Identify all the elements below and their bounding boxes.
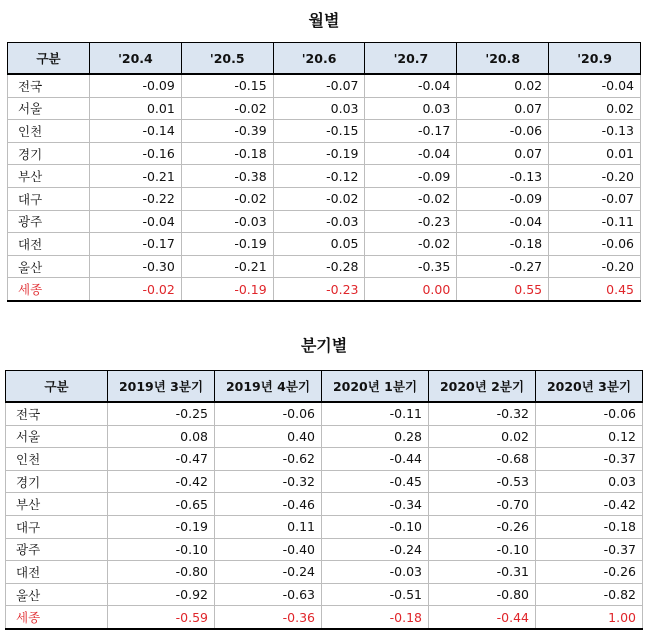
table-row — [8, 187, 641, 210]
value-cell: 0.45 — [549, 278, 641, 301]
table-row — [8, 278, 641, 301]
region-cell: 서울 — [8, 97, 90, 120]
value-cell: -0.70 — [429, 493, 536, 516]
value-cell: -0.06 — [549, 233, 641, 256]
value-cell: -0.13 — [549, 120, 641, 143]
value-cell: -0.19 — [273, 142, 365, 165]
value-cell: -0.07 — [549, 187, 641, 210]
value-cell: 0.07 — [457, 97, 549, 120]
value-cell: -0.18 — [536, 515, 643, 538]
table-row — [6, 470, 643, 493]
value-cell: -0.25 — [108, 402, 215, 425]
column-header: 2020년 2분기 — [429, 371, 536, 403]
value-cell: -0.03 — [322, 561, 429, 584]
table-row — [8, 210, 641, 233]
value-cell: -0.65 — [108, 493, 215, 516]
value-cell: -0.21 — [90, 165, 182, 188]
table-row — [8, 255, 641, 278]
value-cell: -0.46 — [215, 493, 322, 516]
value-cell: 0.02 — [429, 425, 536, 448]
value-cell: 0.40 — [215, 425, 322, 448]
quarterly-title: 분기별 — [300, 336, 348, 355]
value-cell: 0.03 — [536, 470, 643, 493]
value-cell: -0.18 — [181, 142, 273, 165]
table-row — [6, 402, 643, 425]
column-header: '20.9 — [549, 43, 641, 75]
value-cell: -0.02 — [273, 187, 365, 210]
region-cell: 세종 — [8, 278, 90, 301]
value-cell: -0.63 — [215, 583, 322, 606]
region-cell: 인천 — [8, 120, 90, 143]
value-cell: 0.05 — [273, 233, 365, 256]
value-cell: -0.24 — [322, 538, 429, 561]
value-cell: -0.30 — [90, 255, 182, 278]
value-cell: 0.00 — [365, 278, 457, 301]
column-header: 2020년 3분기 — [536, 371, 643, 403]
value-cell: -0.02 — [181, 97, 273, 120]
value-cell: -0.20 — [549, 255, 641, 278]
region-cell: 대전 — [8, 233, 90, 256]
value-cell: -0.20 — [549, 165, 641, 188]
value-cell: 0.11 — [215, 515, 322, 538]
value-cell: -0.09 — [365, 165, 457, 188]
value-cell: -0.02 — [90, 278, 182, 301]
column-header: 구분 — [6, 371, 108, 403]
value-cell: -0.10 — [322, 515, 429, 538]
value-cell: 0.02 — [549, 97, 641, 120]
value-cell: -0.19 — [181, 233, 273, 256]
value-cell: -0.34 — [322, 493, 429, 516]
value-cell: 0.02 — [457, 74, 549, 97]
region-cell: 서울 — [6, 425, 108, 448]
table-row — [8, 74, 641, 97]
value-cell: -0.18 — [457, 233, 549, 256]
value-cell: -0.36 — [215, 606, 322, 629]
monthly-title: 월별 — [308, 11, 340, 30]
value-cell: -0.17 — [90, 233, 182, 256]
value-cell: -0.47 — [108, 448, 215, 471]
value-cell: -0.38 — [181, 165, 273, 188]
value-cell: -0.26 — [536, 561, 643, 584]
value-cell: 0.08 — [108, 425, 215, 448]
value-cell: -0.21 — [181, 255, 273, 278]
value-cell: -0.06 — [215, 402, 322, 425]
value-cell: -0.68 — [429, 448, 536, 471]
value-cell: -0.11 — [322, 402, 429, 425]
value-cell: -0.45 — [322, 470, 429, 493]
column-header: 2019년 3분기 — [108, 371, 215, 403]
value-cell: -0.62 — [215, 448, 322, 471]
value-cell: -0.04 — [365, 142, 457, 165]
value-cell: 0.12 — [536, 425, 643, 448]
value-cell: -0.32 — [429, 402, 536, 425]
value-cell: -0.15 — [181, 74, 273, 97]
table-header-row — [8, 43, 641, 75]
region-cell: 세종 — [6, 606, 108, 629]
value-cell: -0.10 — [108, 538, 215, 561]
value-cell: -0.09 — [457, 187, 549, 210]
monthly-table — [7, 42, 641, 302]
value-cell: -0.04 — [549, 74, 641, 97]
table-row — [6, 425, 643, 448]
value-cell: -0.19 — [181, 278, 273, 301]
region-cell: 경기 — [6, 470, 108, 493]
value-cell: -0.06 — [536, 402, 643, 425]
value-cell: -0.23 — [365, 210, 457, 233]
value-cell: -0.59 — [108, 606, 215, 629]
value-cell: -0.16 — [90, 142, 182, 165]
region-cell: 대구 — [8, 187, 90, 210]
table-row — [6, 583, 643, 606]
value-cell: -0.51 — [322, 583, 429, 606]
table-row — [6, 561, 643, 584]
value-cell: -0.03 — [181, 210, 273, 233]
table-row — [8, 165, 641, 188]
table-row — [8, 120, 641, 143]
value-cell: -0.15 — [273, 120, 365, 143]
value-cell: -0.19 — [108, 515, 215, 538]
value-cell: -0.80 — [108, 561, 215, 584]
column-header: '20.8 — [457, 43, 549, 75]
value-cell: 0.07 — [457, 142, 549, 165]
region-cell: 부산 — [6, 493, 108, 516]
value-cell: 0.03 — [273, 97, 365, 120]
value-cell: 0.03 — [365, 97, 457, 120]
region-cell: 인천 — [6, 448, 108, 471]
region-cell: 울산 — [8, 255, 90, 278]
column-header: '20.6 — [273, 43, 365, 75]
region-cell: 경기 — [8, 142, 90, 165]
value-cell: -0.80 — [429, 583, 536, 606]
value-cell: -0.22 — [90, 187, 182, 210]
table-row — [6, 448, 643, 471]
table-row — [6, 515, 643, 538]
value-cell: -0.13 — [457, 165, 549, 188]
value-cell: -0.27 — [457, 255, 549, 278]
value-cell: -0.92 — [108, 583, 215, 606]
table-row — [8, 142, 641, 165]
value-cell: 0.55 — [457, 278, 549, 301]
value-cell: -0.24 — [215, 561, 322, 584]
value-cell: -0.31 — [429, 561, 536, 584]
value-cell: -0.82 — [536, 583, 643, 606]
region-cell: 대구 — [6, 515, 108, 538]
column-header: 2020년 1분기 — [322, 371, 429, 403]
value-cell: -0.42 — [536, 493, 643, 516]
value-cell: -0.44 — [322, 448, 429, 471]
value-cell: -0.53 — [429, 470, 536, 493]
value-cell: -0.09 — [90, 74, 182, 97]
value-cell: -0.02 — [365, 187, 457, 210]
region-cell: 전국 — [6, 402, 108, 425]
value-cell: 0.01 — [90, 97, 182, 120]
value-cell: -0.04 — [365, 74, 457, 97]
value-cell: -0.39 — [181, 120, 273, 143]
value-cell: -0.37 — [536, 448, 643, 471]
value-cell: 0.01 — [549, 142, 641, 165]
region-cell: 전국 — [8, 74, 90, 97]
column-header: '20.7 — [365, 43, 457, 75]
value-cell: -0.02 — [365, 233, 457, 256]
value-cell: -0.37 — [536, 538, 643, 561]
value-cell: -0.04 — [457, 210, 549, 233]
region-cell: 대전 — [6, 561, 108, 584]
table-row — [8, 233, 641, 256]
region-cell: 부산 — [8, 165, 90, 188]
table-row — [8, 97, 641, 120]
table-row — [6, 606, 643, 629]
region-cell: 광주 — [8, 210, 90, 233]
value-cell: -0.06 — [457, 120, 549, 143]
value-cell: -0.42 — [108, 470, 215, 493]
value-cell: -0.44 — [429, 606, 536, 629]
value-cell: -0.14 — [90, 120, 182, 143]
value-cell: -0.03 — [273, 210, 365, 233]
column-header: 2019년 4분기 — [215, 371, 322, 403]
value-cell: -0.04 — [90, 210, 182, 233]
value-cell: -0.07 — [273, 74, 365, 97]
value-cell: -0.12 — [273, 165, 365, 188]
value-cell: -0.11 — [549, 210, 641, 233]
value-cell: -0.26 — [429, 515, 536, 538]
quarterly-table — [5, 370, 643, 630]
value-cell: -0.18 — [322, 606, 429, 629]
value-cell: -0.40 — [215, 538, 322, 561]
value-cell: -0.10 — [429, 538, 536, 561]
column-header: '20.4 — [90, 43, 182, 75]
value-cell: -0.02 — [181, 187, 273, 210]
table-header-row — [6, 371, 643, 403]
value-cell: 0.28 — [322, 425, 429, 448]
region-cell: 울산 — [6, 583, 108, 606]
value-cell: -0.17 — [365, 120, 457, 143]
column-header: '20.5 — [181, 43, 273, 75]
table-row — [6, 493, 643, 516]
column-header: 구분 — [8, 43, 90, 75]
region-cell: 광주 — [6, 538, 108, 561]
value-cell: -0.35 — [365, 255, 457, 278]
value-cell: -0.23 — [273, 278, 365, 301]
value-cell: -0.28 — [273, 255, 365, 278]
value-cell: -0.32 — [215, 470, 322, 493]
table-row — [6, 538, 643, 561]
value-cell: 1.00 — [536, 606, 643, 629]
